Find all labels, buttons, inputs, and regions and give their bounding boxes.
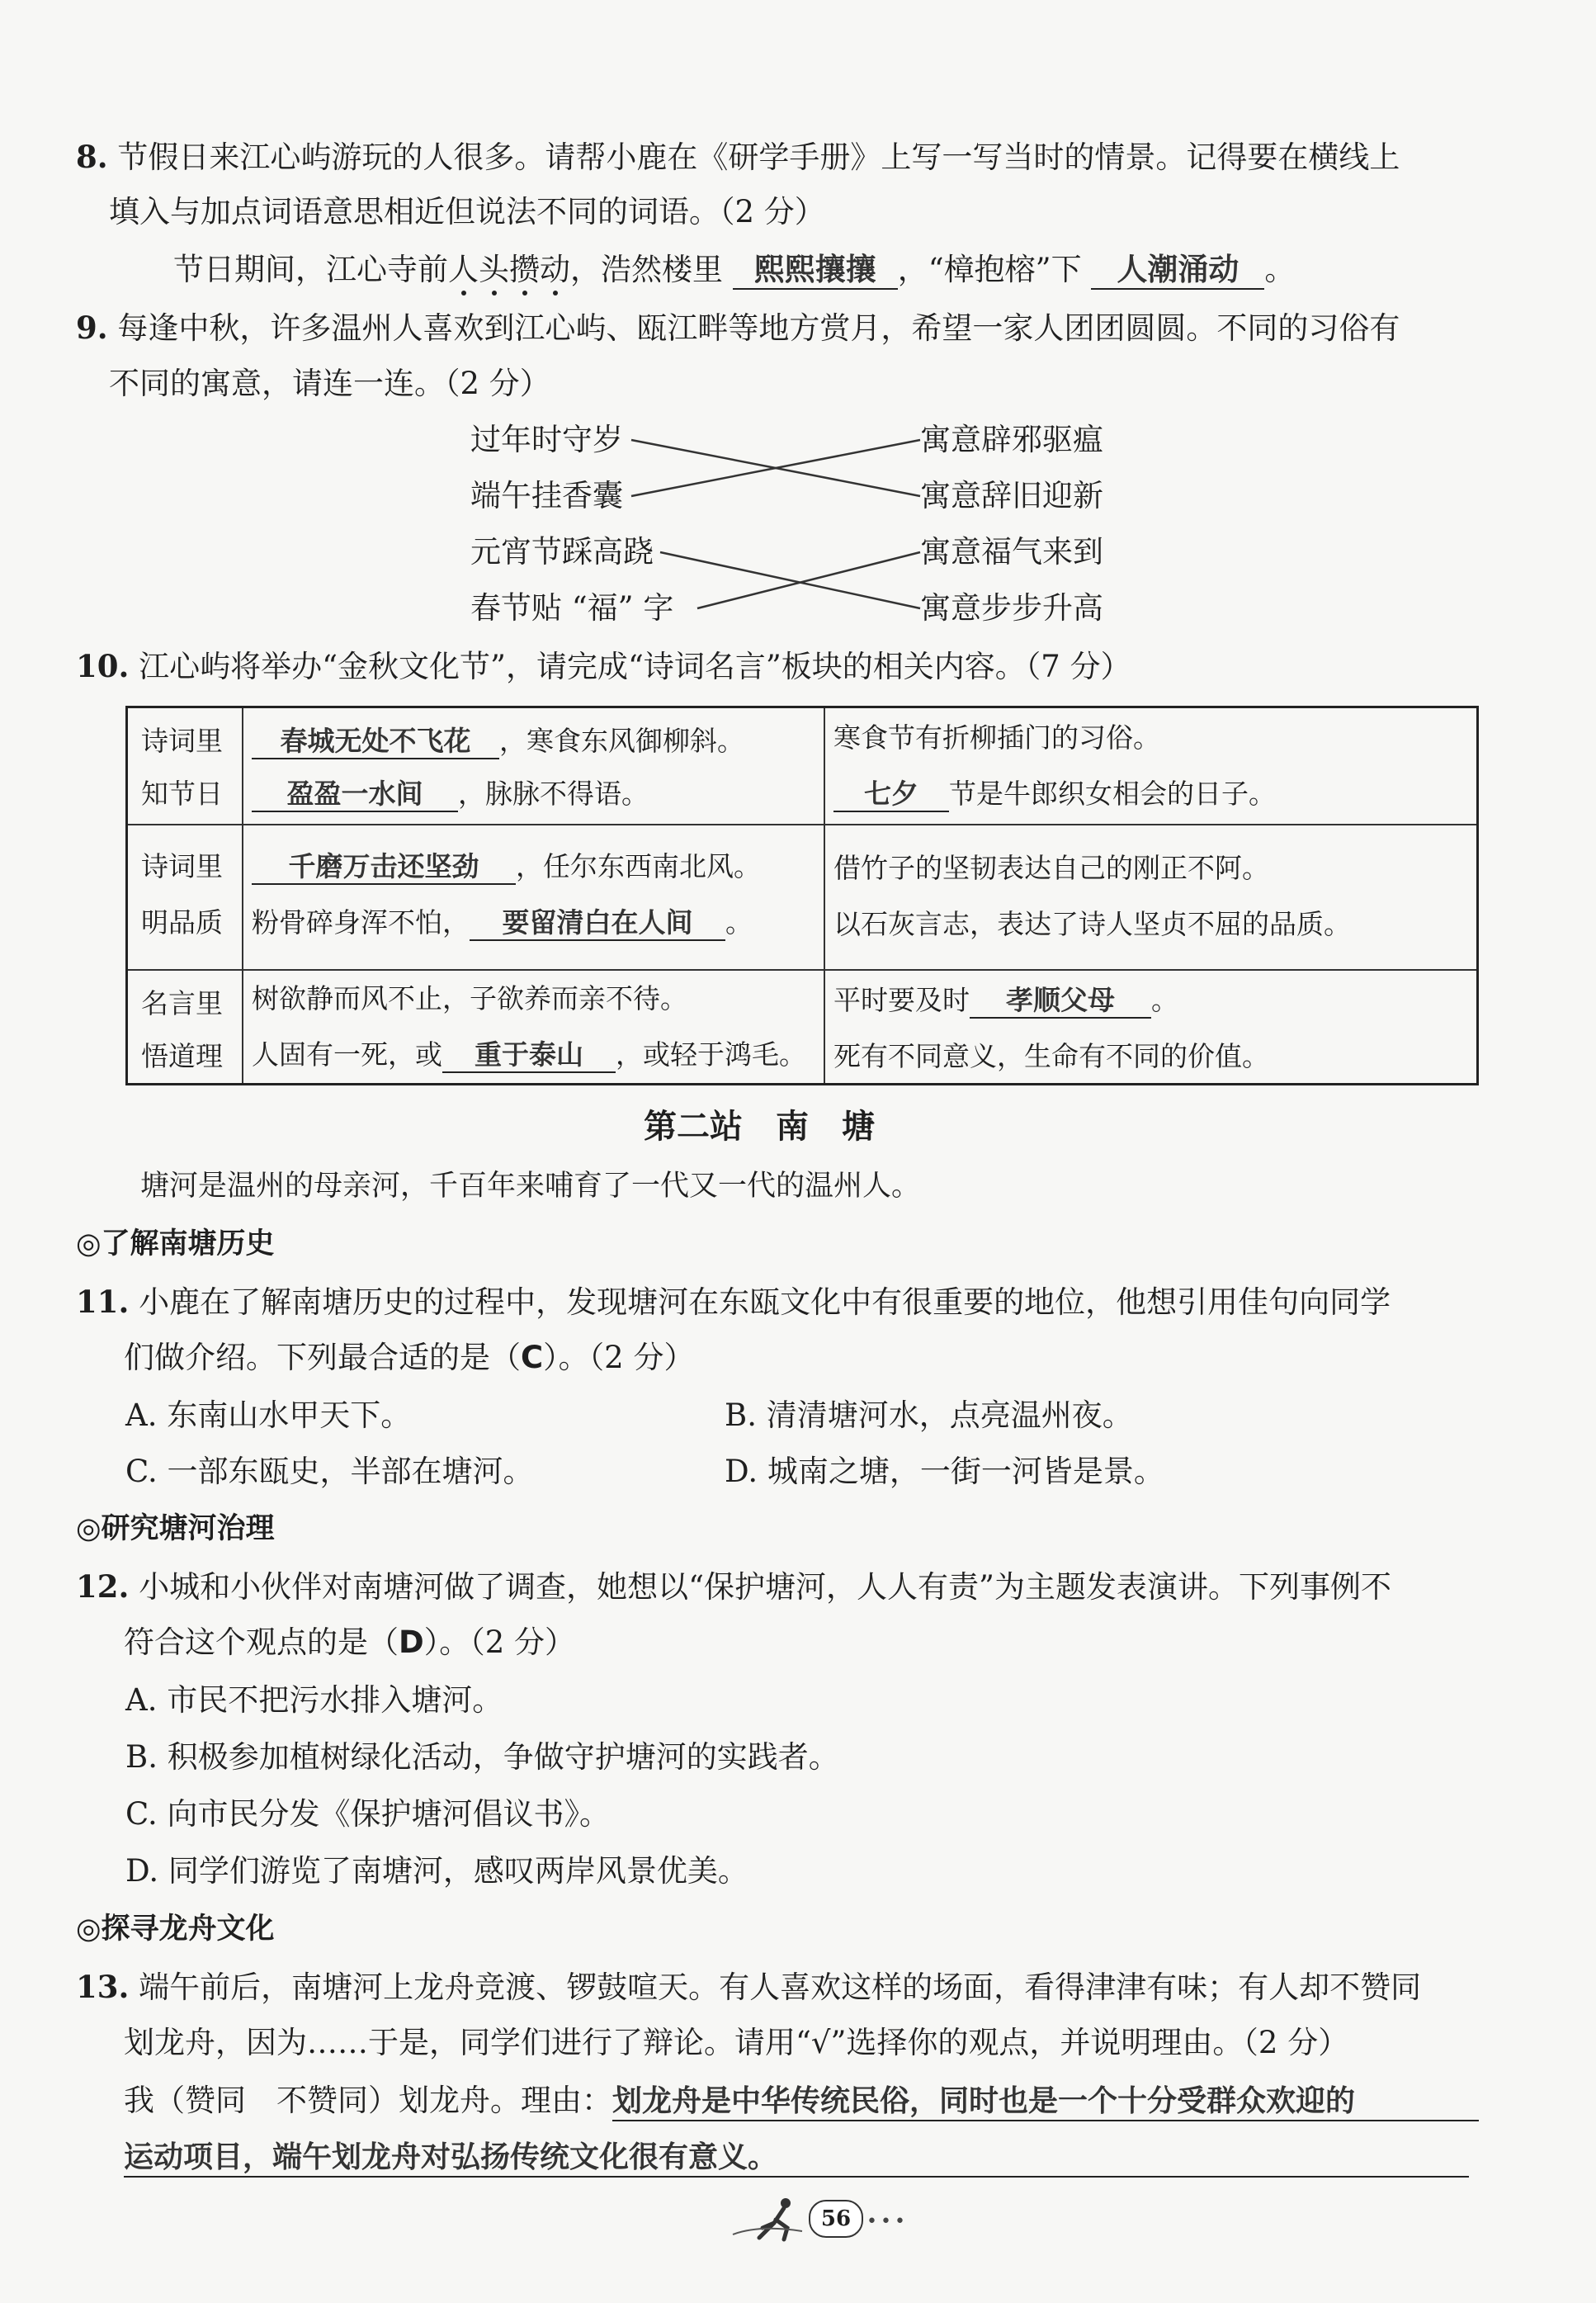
dotted-char: 攒	[509, 249, 540, 291]
row3-text-c-pre: 平时要及时	[833, 984, 970, 1016]
table-divider	[128, 969, 1476, 971]
q11-line1	[76, 1281, 1391, 1323]
q11-text1: 小鹿在了解南塘历史的过程中，发现塘河在东瓯文化中有很重要的地位，他想引用佳句向同学	[139, 1284, 1391, 1320]
row3-text-b-pre: 人固有一死，或	[252, 1038, 442, 1071]
row1-text-a: ，寒食东风御柳斜。	[499, 725, 744, 757]
row1-cell-b	[252, 776, 649, 812]
q8-line1	[76, 136, 1400, 178]
row3-text-b: ，或轻于鸿毛。	[616, 1038, 806, 1071]
row2-cell-b	[252, 905, 753, 941]
row1-cell-a	[252, 723, 744, 759]
meaning-right-2: 寓意辞旧迎新	[920, 478, 1103, 513]
row1-text-b: ，脉脉不得语。	[458, 778, 649, 810]
table-divider	[824, 708, 825, 1083]
section-heading-dragonboat: ◎探寻龙舟文化	[76, 1913, 275, 1946]
q12-text2-post: ）。（2 分）	[423, 1624, 576, 1660]
row1-answer-b: 盈盈一水间	[252, 778, 458, 812]
q8-line2: 填入与加点词语意思相近但说法不同的词语。（2 分）	[109, 194, 825, 229]
q11-answer: C	[521, 1340, 544, 1375]
q8-sentence-mid2: ，“樟抱榕”下	[897, 252, 1082, 287]
q8-answer-1: 熙熙攘攘	[733, 252, 898, 290]
table-divider	[128, 824, 1476, 825]
station-title: 第二站 南 塘	[644, 1108, 875, 1146]
row2-cell-d: 以石灰言志，表达了诗人坚贞不屈的品质。	[833, 908, 1351, 940]
row1-answer-a: 春城无处不飞花	[252, 725, 499, 759]
q13-line1	[76, 1966, 1421, 2008]
custom-left-1: 过年时守岁	[470, 422, 623, 457]
q8-sentence	[173, 249, 1295, 291]
q11-text2-pre: 们做介绍。下列最合适的是（	[124, 1340, 521, 1375]
row3-answer-c: 孝顺父母	[970, 984, 1151, 1019]
row3-answer-b: 重于泰山	[442, 1038, 616, 1073]
row2-label-1: 诗词里	[141, 850, 223, 882]
row2-answer-b: 要留清白在人间	[470, 906, 725, 941]
poetry-table	[125, 706, 1479, 1085]
custom-left-3: 元宵节踩高跷	[470, 534, 654, 570]
row2-answer-a: 千磨万击还坚劲	[252, 850, 516, 885]
q12-answer: D	[399, 1624, 424, 1660]
custom-left-4: 春节贴 “福” 字	[470, 590, 674, 626]
page-footer	[726, 2192, 908, 2249]
q13-choice-text: 我（赞同 不赞同）划龙舟。理由：	[124, 2083, 612, 2118]
row3-cell-d: 死有不同意义，生命有不同的价值。	[833, 1040, 1269, 1072]
station-intro: 塘河是温州的母亲河，千百年来哺育了一代又一代的温州人。	[140, 1170, 921, 1203]
q13-line2: 划龙舟，因为……于是，同学们进行了辩论。请用“√”选择你的观点，并说明理由。（2 分）	[124, 2025, 1349, 2060]
q12-line2	[124, 1622, 575, 1663]
q11-text2-post: ）。（2 分）	[543, 1340, 695, 1375]
q10-text: 江心屿将举办“金秋文化节”，请完成“诗词名言”板块的相关内容。（7 分）	[139, 649, 1131, 684]
row2-label-2: 明品质	[141, 906, 223, 939]
dotted-char: 动	[540, 249, 570, 291]
q11-option-a: A. 东南山水甲天下。	[125, 1397, 412, 1433]
row1-cell-d	[833, 776, 1276, 812]
dotted-char: 头	[479, 249, 509, 291]
q11-option-c: C. 一部东瓯史，半部在塘河。	[125, 1454, 534, 1489]
q12-text1: 小城和小伙伴对南塘河做了调查，她想以“保护塘河，人人有责”为主题发表演讲。下列事例不	[139, 1569, 1391, 1605]
match-line-3	[660, 552, 920, 608]
row1-label-2: 知节日	[141, 778, 223, 810]
row2-text-b-pre: 粉骨碎身浑不怕，	[252, 906, 470, 939]
runner-logo-icon	[726, 2195, 809, 2244]
q13-line4	[124, 2136, 1469, 2178]
q12-option-d: D. 同学们游览了南塘河，感叹两岸风景优美。	[125, 1853, 748, 1889]
q11-option-d: D. 城南之塘，一街一河皆是景。	[725, 1454, 1164, 1489]
q13-reason-1: 划龙舟是中华传统民俗，同时也是一个十分受群众欢迎的	[612, 2083, 1479, 2121]
row3-label-1: 名言里	[141, 987, 223, 1019]
q8-answer-2: 人潮涌动	[1091, 252, 1264, 290]
q11-option-b: B. 清清塘河水，点亮温州夜。	[725, 1397, 1133, 1433]
section-heading-governance: ◎研究塘河治理	[76, 1512, 275, 1545]
row3-cell-c	[833, 982, 1178, 1019]
q10-line	[76, 646, 1131, 688]
dotted-char: 人	[448, 249, 479, 291]
custom-left-2: 端午挂香囊	[470, 478, 623, 513]
q12-option-c: C. 向市民分发《保护塘河倡议书》。	[125, 1796, 611, 1832]
row1-label-1: 诗词里	[141, 725, 223, 757]
row2-text-b: 。	[725, 906, 753, 939]
row3-cell-a: 树欲静而风不止，子欲养而亲不待。	[252, 982, 687, 1014]
q8-number: 8.	[76, 139, 108, 175]
q8-sentence-end: 。	[1264, 252, 1296, 287]
meaning-right-4: 寓意步步升高	[920, 590, 1103, 626]
row3-text-c: 。	[1151, 984, 1178, 1016]
q8-sentence-prefix: 节日期间，江心寺前	[173, 252, 448, 287]
meaning-right-1: 寓意辟邪驱瘟	[920, 422, 1103, 457]
footer-dots: •••	[866, 2211, 909, 2232]
page-number: 56	[809, 2200, 863, 2238]
matching-diagram	[462, 413, 1172, 636]
q12-number: 12.	[76, 1568, 130, 1605]
meaning-right-3: 寓意福气来到	[920, 534, 1103, 570]
q8-text1: 节假日来江心屿游玩的人很多。请帮小鹿在《研学手册》上写一写当时的情景。记得要在横线上	[117, 140, 1400, 175]
q9-line1	[76, 307, 1400, 349]
match-line-4	[697, 552, 920, 608]
row3-label-2: 悟道理	[141, 1040, 223, 1072]
table-divider	[242, 708, 243, 1083]
row3-cell-b	[252, 1037, 806, 1073]
row2-text-a: ，任尔东西南北风。	[516, 850, 761, 882]
q13-line3	[124, 2080, 1479, 2121]
section-heading-history: ◎了解南塘历史	[76, 1227, 275, 1260]
q9-number: 9.	[76, 310, 108, 346]
q8-sentence-mid: ，浩然楼里	[570, 252, 723, 287]
q10-number: 10.	[76, 648, 130, 684]
row1-text-d: 节是牛郎织女相会的日子。	[949, 778, 1276, 810]
q11-line2	[124, 1337, 694, 1378]
q13-text1: 端午前后，南塘河上龙舟竞渡、锣鼓喧天。有人喜欢这样的场面，看得津津有味；有人却不赞同	[139, 1970, 1422, 2005]
q12-line1	[76, 1566, 1391, 1608]
q12-option-b: B. 积极参加植树绿化活动，争做守护塘河的实践者。	[125, 1739, 839, 1775]
q12-option-a: A. 市民不把污水排入塘河。	[125, 1682, 503, 1718]
q13-reason-2: 运动项目，端午划龙舟对弘扬传统文化很有意义。	[124, 2140, 1469, 2178]
q9-text1: 每逢中秋，许多温州人喜欢到江心屿、瓯江畔等地方赏月，希望一家人团团圆圆。不同的习俗有	[117, 310, 1400, 346]
row1-cell-c: 寒食节有折柳插门的习俗。	[833, 721, 1160, 754]
row2-cell-c: 借竹子的坚韧表达自己的刚正不阿。	[833, 852, 1269, 884]
q13-number: 13.	[76, 1969, 130, 2005]
q9-line2: 不同的寓意，请连一连。（2 分）	[109, 366, 550, 401]
row1-answer-d: 七夕	[833, 778, 949, 812]
row2-cell-a	[252, 849, 761, 885]
q11-number: 11.	[76, 1284, 130, 1320]
matching-lines	[462, 413, 1172, 636]
q12-text2-pre: 符合这个观点的是（	[124, 1624, 399, 1660]
